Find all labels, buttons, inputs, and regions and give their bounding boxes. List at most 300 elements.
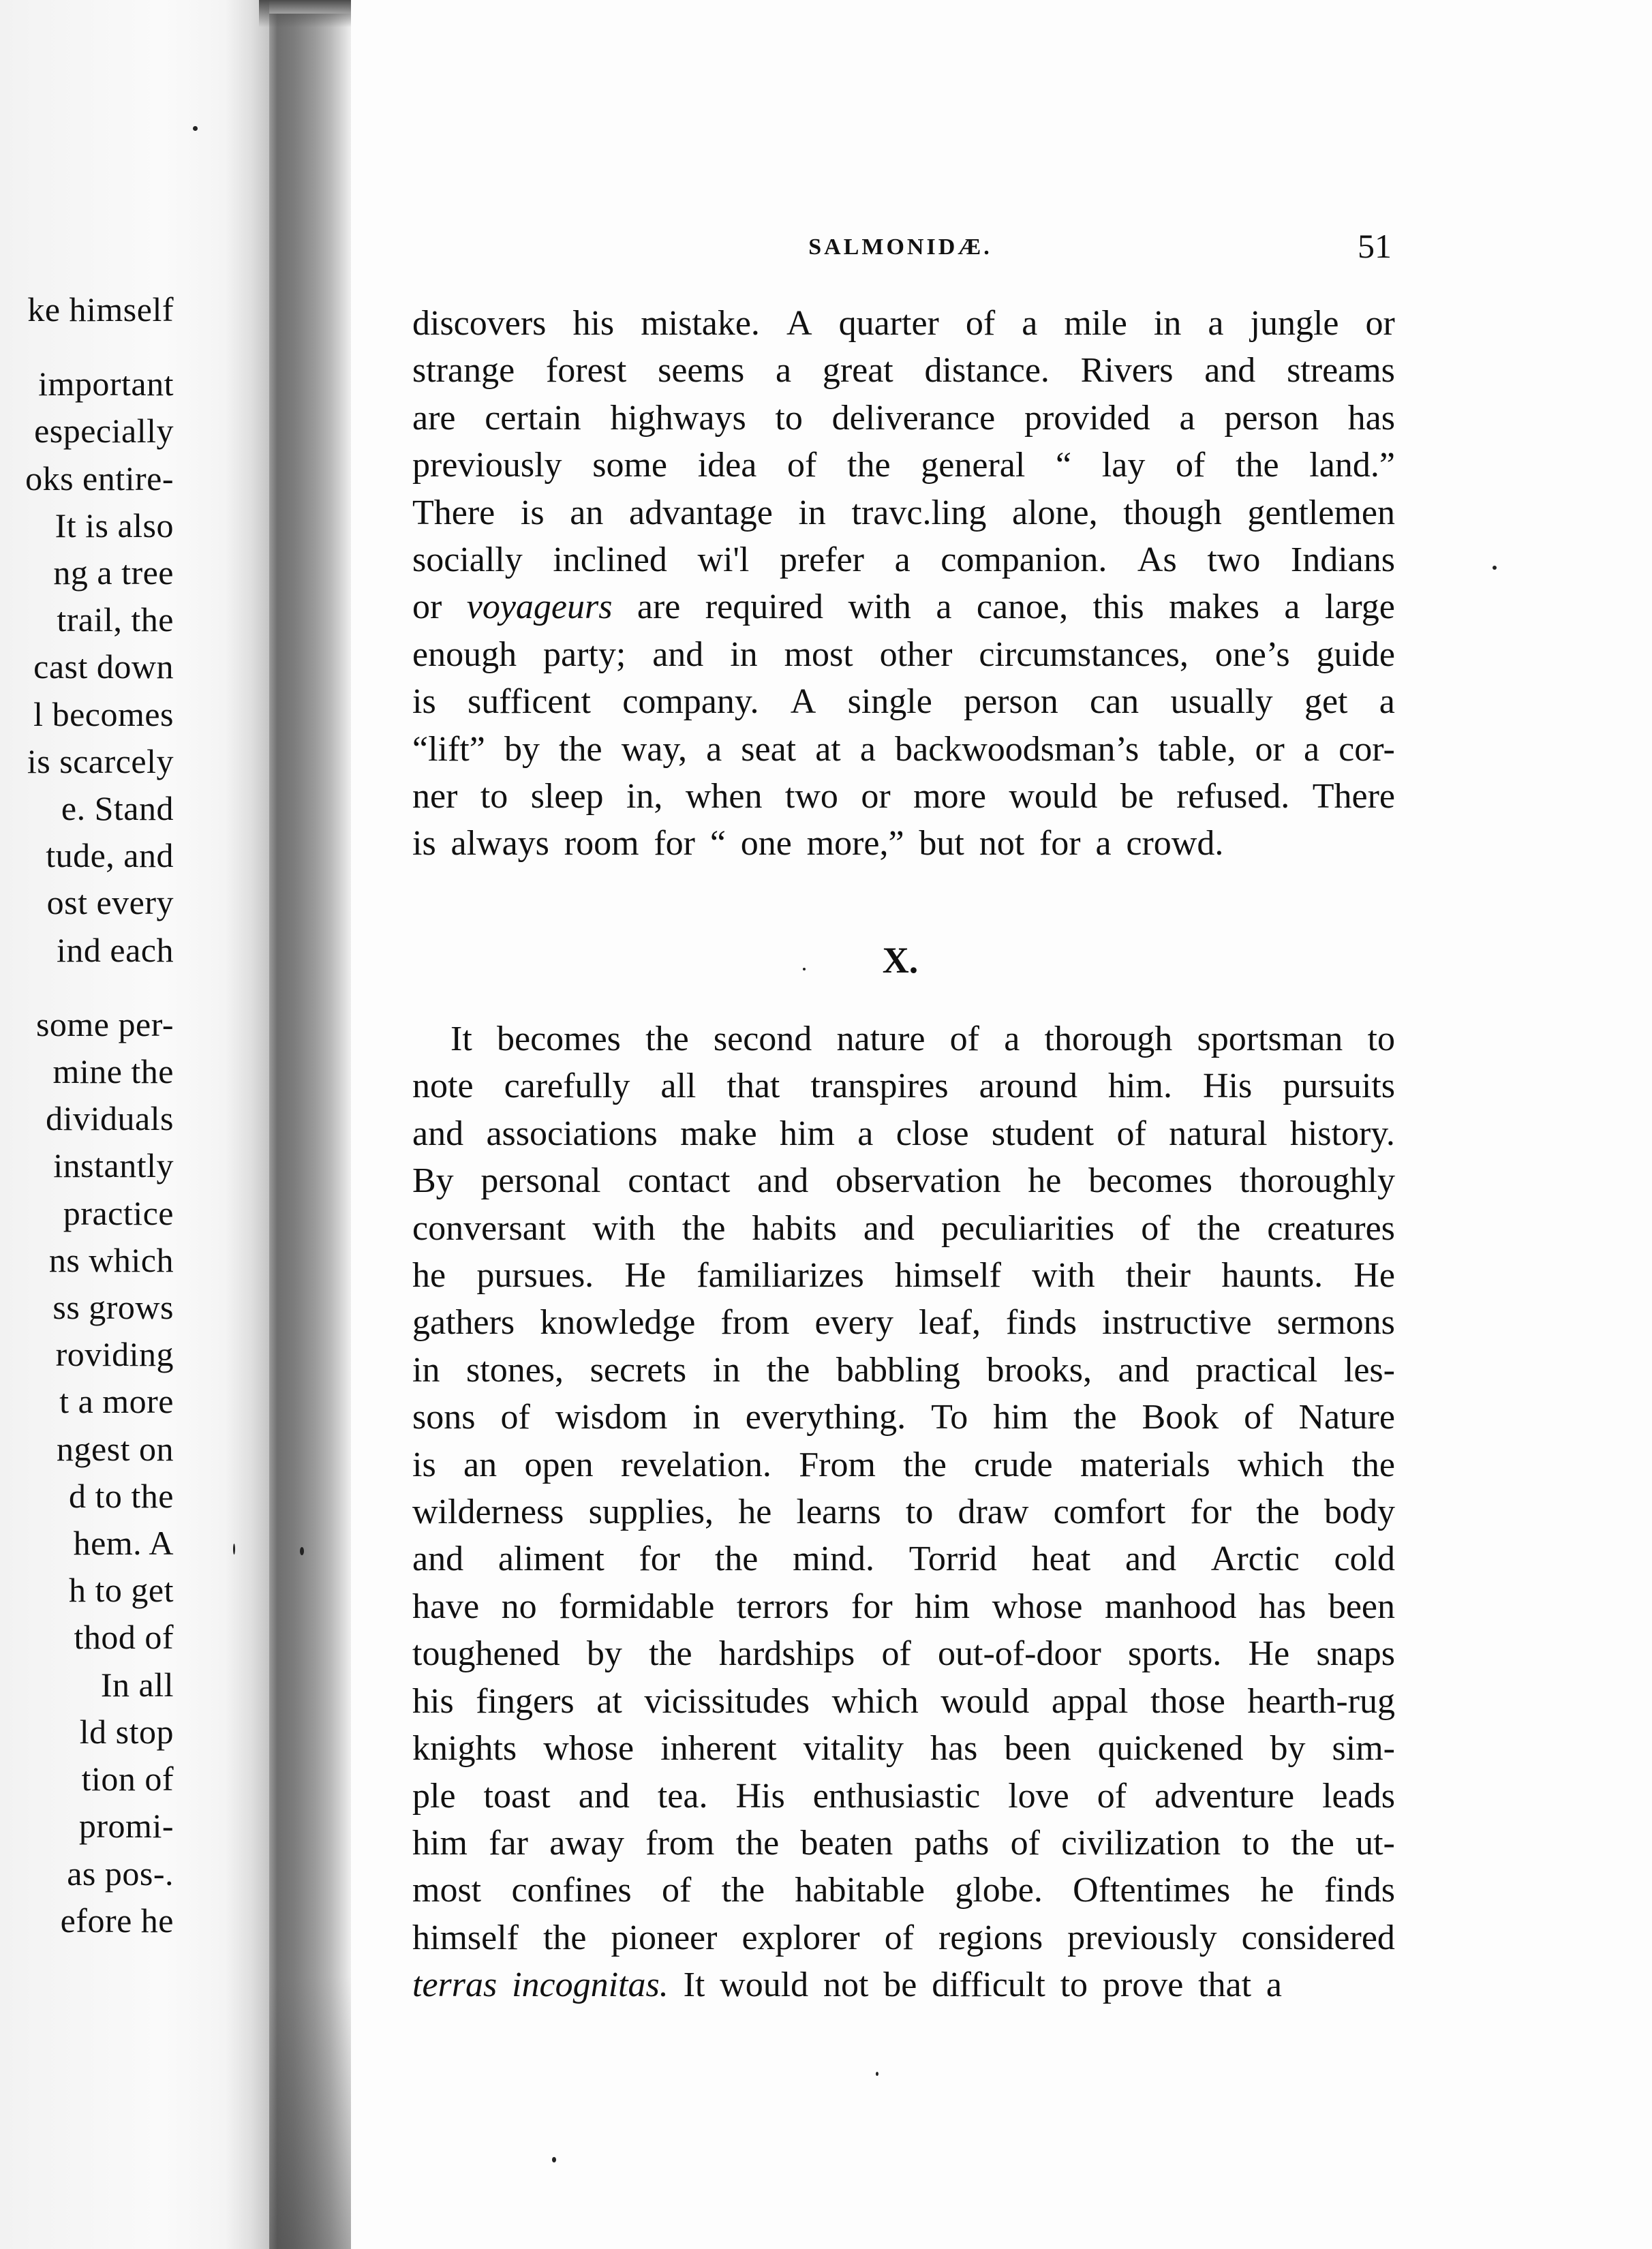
word: or bbox=[1365, 304, 1395, 343]
word: regions bbox=[938, 1918, 1043, 1957]
word: away bbox=[549, 1823, 624, 1863]
word: He bbox=[1353, 1256, 1395, 1296]
word: gentlemen bbox=[1247, 493, 1395, 532]
word: a bbox=[1095, 824, 1112, 863]
word: lay bbox=[1101, 446, 1146, 485]
word: get bbox=[1304, 682, 1348, 722]
word: in bbox=[692, 1398, 720, 1437]
word: previously bbox=[1067, 1918, 1217, 1957]
speck bbox=[193, 126, 198, 131]
word: of bbox=[661, 1871, 692, 1910]
text-line bbox=[412, 1110, 1395, 1157]
left-page-line: tion of bbox=[81, 1760, 174, 1799]
word: been bbox=[1004, 1729, 1071, 1769]
word: him bbox=[993, 1398, 1049, 1437]
word: mile bbox=[1064, 304, 1127, 343]
word: transpires bbox=[810, 1067, 949, 1106]
word: crowd. bbox=[1126, 824, 1224, 863]
word: a bbox=[706, 729, 722, 769]
word: It bbox=[450, 1020, 472, 1058]
word: provided bbox=[1024, 398, 1150, 438]
word: of bbox=[1116, 1114, 1146, 1153]
text-line bbox=[412, 1252, 1395, 1299]
word: usually bbox=[1170, 682, 1273, 722]
text-line bbox=[412, 1205, 1395, 1252]
word: brooks, bbox=[986, 1350, 1092, 1390]
word: observation bbox=[835, 1161, 1001, 1201]
text-line bbox=[412, 726, 1395, 773]
word: person bbox=[1224, 398, 1319, 438]
word: There bbox=[1312, 777, 1395, 816]
word: to bbox=[1060, 1965, 1088, 2005]
word: table, bbox=[1158, 729, 1236, 769]
left-page-line bbox=[0, 974, 174, 1001]
left-page-line: e. Stand bbox=[61, 789, 174, 828]
word: incognitas. bbox=[512, 1965, 669, 2005]
word: the bbox=[721, 1871, 765, 1910]
word: a bbox=[1266, 1965, 1283, 2005]
word: note bbox=[412, 1067, 474, 1106]
word: and bbox=[863, 1208, 915, 1248]
word: knights bbox=[412, 1729, 517, 1769]
left-page-line: as pos-. bbox=[67, 1854, 174, 1893]
text-line bbox=[412, 1488, 1395, 1535]
speck bbox=[1493, 566, 1497, 570]
word: His bbox=[1202, 1067, 1253, 1106]
word: “lift” bbox=[412, 729, 485, 769]
word: pursues. bbox=[476, 1256, 594, 1296]
word: or bbox=[861, 777, 891, 816]
word: By bbox=[412, 1161, 454, 1201]
word: formidable bbox=[559, 1587, 715, 1626]
text-line bbox=[412, 1725, 1395, 1772]
word: seems bbox=[658, 351, 745, 391]
word: whose bbox=[992, 1587, 1083, 1626]
word: two bbox=[784, 777, 838, 816]
word: personal bbox=[480, 1161, 601, 1201]
text-line bbox=[412, 1299, 1395, 1346]
left-page-line: roviding bbox=[55, 1335, 174, 1374]
word: the bbox=[682, 1208, 726, 1248]
word: and bbox=[757, 1161, 809, 1201]
word: jungle bbox=[1250, 304, 1339, 343]
word: him bbox=[915, 1587, 970, 1626]
word: the bbox=[542, 1918, 587, 1957]
left-page-line: d to the bbox=[69, 1476, 174, 1515]
word: the bbox=[1197, 1208, 1241, 1248]
word: sermons bbox=[1276, 1303, 1395, 1343]
word: to bbox=[480, 777, 508, 816]
left-page-line: is scarcely bbox=[27, 741, 174, 780]
word: company. bbox=[622, 682, 759, 722]
text-line bbox=[412, 1867, 1395, 1914]
word: A bbox=[786, 304, 812, 343]
word: some bbox=[592, 446, 667, 485]
word: vicissitudes bbox=[644, 1681, 810, 1721]
word: more,” bbox=[806, 824, 904, 863]
word: sports. bbox=[1128, 1634, 1222, 1674]
word: a bbox=[1208, 304, 1224, 343]
word: other bbox=[879, 634, 953, 674]
word: the bbox=[735, 1823, 780, 1863]
word: which bbox=[1237, 1445, 1325, 1484]
word: a bbox=[1379, 682, 1395, 722]
word: from bbox=[720, 1303, 790, 1343]
word: becomes bbox=[496, 1020, 621, 1058]
word: inclined bbox=[553, 540, 667, 580]
word: fingers bbox=[476, 1681, 575, 1721]
word: les- bbox=[1343, 1350, 1395, 1390]
book-gutter bbox=[269, 14, 351, 2249]
left-page-line: t a more bbox=[59, 1382, 174, 1421]
text-line bbox=[412, 300, 1395, 347]
word: wisdom bbox=[555, 1398, 668, 1437]
word: There bbox=[412, 493, 495, 532]
left-page bbox=[0, 0, 269, 2249]
word: It bbox=[683, 1965, 705, 2005]
word: has bbox=[930, 1729, 978, 1769]
word: vitality bbox=[803, 1729, 904, 1769]
word: the bbox=[1073, 1398, 1117, 1437]
word: highways bbox=[610, 398, 746, 438]
word: one bbox=[740, 824, 792, 863]
word: explorer bbox=[741, 1918, 860, 1957]
word: all bbox=[660, 1067, 697, 1106]
text-line bbox=[412, 678, 1395, 725]
word: the bbox=[1351, 1445, 1395, 1484]
left-page-line: trail, the bbox=[57, 600, 174, 639]
word: are bbox=[412, 398, 456, 438]
left-page-line: thod of bbox=[74, 1618, 174, 1657]
word: finds bbox=[1324, 1871, 1395, 1910]
word: habitable bbox=[795, 1871, 926, 1910]
left-page-line: mine the bbox=[52, 1052, 174, 1091]
word: knowledge bbox=[540, 1303, 696, 1343]
text-line bbox=[412, 1820, 1395, 1867]
left-page-line: It is also bbox=[55, 506, 174, 545]
word: ple bbox=[412, 1776, 456, 1816]
word: toast bbox=[483, 1776, 551, 1816]
word: comfort bbox=[1053, 1493, 1166, 1532]
word: second bbox=[713, 1020, 812, 1058]
word: confines bbox=[511, 1871, 632, 1910]
word: thorough bbox=[1044, 1020, 1173, 1058]
word: in, bbox=[626, 777, 663, 816]
word: make bbox=[680, 1114, 757, 1153]
word: person bbox=[964, 682, 1058, 722]
word: when bbox=[685, 777, 763, 816]
word: a bbox=[1284, 587, 1300, 627]
word: are bbox=[637, 587, 681, 627]
left-page-line: ld stop bbox=[79, 1712, 174, 1751]
word: a bbox=[857, 1114, 874, 1153]
word: out-of-door bbox=[938, 1634, 1101, 1674]
word: sim- bbox=[1332, 1729, 1395, 1769]
word: of bbox=[1244, 1398, 1274, 1437]
word: that bbox=[726, 1067, 780, 1106]
word: and bbox=[1118, 1350, 1169, 1390]
text-line bbox=[412, 395, 1395, 442]
word: the bbox=[1291, 1823, 1334, 1863]
word: inherent bbox=[660, 1729, 777, 1769]
word: tea. bbox=[657, 1776, 708, 1816]
text-line bbox=[412, 1062, 1395, 1110]
word: streams bbox=[1287, 351, 1395, 391]
word: canoe, bbox=[976, 587, 1069, 627]
gutter-bottom-shadow bbox=[269, 1976, 351, 2249]
left-page-text bbox=[0, 286, 174, 1944]
word: enthusiastic bbox=[812, 1776, 981, 1816]
word: in bbox=[798, 493, 826, 532]
word: the bbox=[766, 1350, 810, 1390]
word: aliment bbox=[498, 1540, 605, 1579]
word: distance. bbox=[924, 351, 1050, 391]
word: for bbox=[851, 1587, 893, 1626]
word: he bbox=[1260, 1871, 1294, 1910]
left-page-line: ss grows bbox=[52, 1288, 174, 1327]
word: Rivers bbox=[1080, 351, 1174, 391]
word: in bbox=[1153, 304, 1182, 343]
word: voyageurs bbox=[466, 587, 613, 627]
word: him bbox=[412, 1823, 468, 1863]
word: snaps bbox=[1316, 1634, 1395, 1674]
word: can bbox=[1090, 682, 1139, 722]
word: he bbox=[1028, 1161, 1062, 1201]
word: but bbox=[919, 824, 964, 863]
word: with bbox=[592, 1208, 656, 1248]
word: to bbox=[775, 398, 803, 438]
left-page-line: tude, and bbox=[46, 836, 174, 875]
word: a bbox=[859, 729, 876, 769]
word: and bbox=[1125, 1540, 1177, 1579]
word: seat bbox=[741, 729, 797, 769]
left-page-line: In all bbox=[100, 1665, 174, 1704]
word: ner bbox=[412, 777, 458, 816]
word: he bbox=[738, 1493, 772, 1532]
text-line bbox=[412, 442, 1395, 489]
word: in bbox=[712, 1350, 741, 1390]
word: materials bbox=[1080, 1445, 1210, 1484]
word: learns bbox=[796, 1493, 881, 1532]
word: peculiarities bbox=[941, 1208, 1115, 1248]
word: everything. bbox=[745, 1398, 906, 1437]
word: for bbox=[654, 824, 695, 863]
word: of bbox=[1141, 1208, 1171, 1248]
text-line bbox=[412, 1583, 1395, 1630]
word: deliverance bbox=[831, 398, 996, 438]
word: of bbox=[965, 304, 996, 343]
word: though bbox=[1123, 493, 1222, 532]
word: he bbox=[412, 1256, 446, 1296]
word: advantage bbox=[629, 493, 773, 532]
word: required bbox=[705, 587, 824, 627]
word: to bbox=[905, 1493, 934, 1532]
left-page-line: important bbox=[38, 365, 174, 403]
word: the bbox=[903, 1445, 947, 1484]
text-line bbox=[412, 1535, 1395, 1582]
word: at bbox=[596, 1681, 622, 1721]
word: finds bbox=[1006, 1303, 1077, 1343]
word: a bbox=[775, 351, 792, 391]
word: himself bbox=[412, 1918, 519, 1957]
running-head bbox=[409, 226, 1392, 267]
word: or bbox=[1255, 729, 1285, 769]
word: large bbox=[1324, 587, 1395, 627]
word: of bbox=[1010, 1823, 1040, 1863]
word: every bbox=[814, 1303, 894, 1343]
left-page-line: h to get bbox=[69, 1571, 174, 1610]
word: way, bbox=[621, 729, 687, 769]
word: toughened bbox=[412, 1634, 560, 1674]
word: his bbox=[412, 1681, 454, 1721]
word: of bbox=[949, 1020, 979, 1058]
running-title: SALMONIDÆ. bbox=[808, 234, 992, 260]
word: idea bbox=[697, 446, 757, 485]
word: with bbox=[1032, 1256, 1095, 1296]
word: around bbox=[979, 1067, 1078, 1106]
word: not bbox=[823, 1965, 869, 2005]
word: terras bbox=[412, 1965, 498, 2005]
left-page-line: especially bbox=[34, 412, 174, 450]
word: a bbox=[894, 540, 911, 580]
word: pioneer bbox=[611, 1918, 718, 1957]
word: ut- bbox=[1356, 1823, 1395, 1863]
text-line bbox=[412, 1961, 1395, 2008]
word: and bbox=[412, 1540, 464, 1579]
word: be bbox=[883, 1965, 917, 2005]
left-page-line: promi- bbox=[78, 1807, 174, 1846]
word: quarter bbox=[838, 304, 939, 343]
word: himself bbox=[894, 1256, 1001, 1296]
word: civilization bbox=[1061, 1823, 1221, 1863]
word: the bbox=[649, 1634, 692, 1674]
text-line bbox=[412, 1441, 1395, 1488]
word: alone, bbox=[1012, 493, 1098, 532]
word: cold bbox=[1334, 1540, 1395, 1579]
word: by bbox=[504, 729, 540, 769]
word: has bbox=[1258, 1587, 1306, 1626]
word: becomes bbox=[1088, 1161, 1213, 1201]
word: with bbox=[848, 587, 911, 627]
section-heading: X. bbox=[882, 940, 919, 981]
word: close bbox=[896, 1114, 969, 1153]
word: Oftentimes bbox=[1073, 1871, 1231, 1910]
word: would bbox=[720, 1965, 809, 2005]
word: general bbox=[921, 446, 1026, 485]
word: or bbox=[412, 587, 442, 627]
word: Arctic bbox=[1210, 1540, 1300, 1579]
word: “ bbox=[709, 824, 726, 863]
word: creatures bbox=[1267, 1208, 1395, 1248]
word: He bbox=[624, 1256, 667, 1296]
word: the bbox=[645, 1020, 689, 1058]
word: To bbox=[931, 1398, 968, 1437]
word: by bbox=[586, 1634, 622, 1674]
word: associations bbox=[486, 1114, 658, 1153]
word: forest bbox=[545, 351, 627, 391]
word: open bbox=[524, 1445, 594, 1484]
word: A bbox=[790, 682, 816, 722]
word: the bbox=[714, 1540, 759, 1579]
word: prove bbox=[1102, 1965, 1184, 2005]
word: which bbox=[831, 1681, 919, 1721]
left-page-line: ind each bbox=[57, 930, 174, 969]
text-line bbox=[412, 536, 1395, 583]
word: Indians bbox=[1290, 540, 1395, 580]
text-line bbox=[412, 1347, 1395, 1394]
text-line bbox=[412, 631, 1395, 678]
word: by bbox=[1270, 1729, 1306, 1769]
word: quickened bbox=[1097, 1729, 1244, 1769]
word: cor- bbox=[1339, 729, 1395, 769]
word: previously bbox=[412, 446, 562, 485]
word: of bbox=[881, 1634, 911, 1674]
word: socially bbox=[412, 540, 523, 580]
word: be bbox=[1120, 777, 1154, 816]
word: two bbox=[1207, 540, 1261, 580]
word: His bbox=[735, 1776, 785, 1816]
left-page-line: ng a tree bbox=[53, 553, 174, 592]
word: of bbox=[884, 1918, 915, 1957]
word: of bbox=[500, 1398, 530, 1437]
word: terrors bbox=[736, 1587, 829, 1626]
word: From bbox=[799, 1445, 876, 1484]
word: most bbox=[784, 634, 853, 674]
word: love bbox=[1008, 1776, 1069, 1816]
page-number: 51 bbox=[1358, 227, 1392, 265]
word: at bbox=[815, 729, 841, 769]
left-page-line: ngest on bbox=[56, 1429, 174, 1468]
word: him bbox=[780, 1114, 835, 1153]
word: his bbox=[572, 304, 615, 343]
word: Torrid bbox=[908, 1540, 997, 1579]
word: one’s bbox=[1214, 634, 1290, 674]
left-page-line: ost every bbox=[46, 883, 174, 922]
word: Book bbox=[1142, 1398, 1219, 1437]
word: refused. bbox=[1176, 777, 1290, 816]
word: travc.ling bbox=[851, 493, 987, 532]
word: As bbox=[1137, 540, 1177, 580]
text-line bbox=[412, 1914, 1395, 1961]
word: beaten bbox=[800, 1823, 893, 1863]
word: crude bbox=[974, 1445, 1053, 1484]
word: manhood bbox=[1104, 1587, 1237, 1626]
left-page-line: dividuals bbox=[46, 1099, 174, 1138]
word: a bbox=[1022, 304, 1038, 343]
word: the bbox=[559, 729, 602, 769]
word: backwoodsman’s bbox=[895, 729, 1139, 769]
word: room bbox=[564, 824, 639, 863]
word: is bbox=[412, 682, 436, 722]
word: the bbox=[847, 446, 891, 485]
word: adventure bbox=[1154, 1776, 1295, 1816]
word: contact bbox=[628, 1161, 731, 1201]
word: certain bbox=[485, 398, 581, 438]
left-page-line: cast down bbox=[33, 647, 174, 686]
left-page-line: practice bbox=[63, 1193, 174, 1232]
word: leaf, bbox=[919, 1303, 981, 1343]
word: haunts. bbox=[1221, 1256, 1324, 1296]
left-page-line: hem. A bbox=[73, 1524, 174, 1563]
word: sportsman bbox=[1197, 1020, 1343, 1058]
text-line bbox=[412, 1678, 1395, 1725]
word: carefully bbox=[504, 1067, 630, 1106]
word: stones, bbox=[466, 1350, 564, 1390]
word: in bbox=[730, 634, 758, 674]
word: party; bbox=[543, 634, 626, 674]
left-page-line: efore he bbox=[60, 1901, 174, 1940]
word: enough bbox=[412, 634, 517, 674]
